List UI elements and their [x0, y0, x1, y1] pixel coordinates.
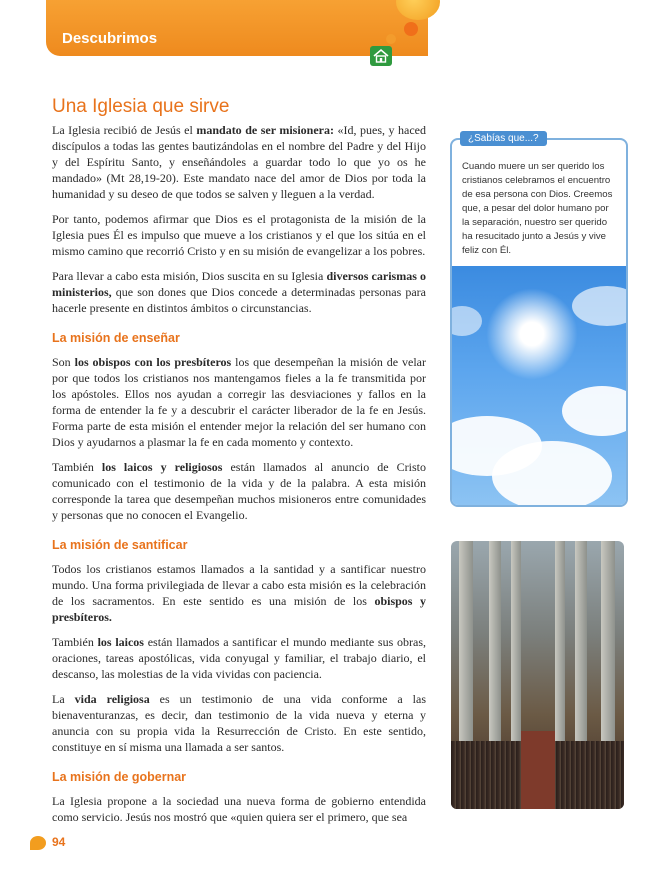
- intro-paragraph-1: La Iglesia recibió de Jesús el mandato de ser misionera: «Id, pues, y haced discípulos a todas las gentes bautizándolas en el nombre del Padre y del Hijo y del Espíritu Santo, y enseñándoles a guardar todo lo que yo os he mandado» (Mt 28,19-20). Este mandato nace del amor de Dios por toda la humanidad y su deseo de que todos se salven y lleguen a la verdad.: [52, 123, 426, 201]
- intro-paragraph-2: Por tanto, podemos afirmar que Dios es el protagonista de la misión de la Iglesia pues Él es impulso que mueve a los cristianos y el que los sitúa en el mismo camino que recorrió Cristo y en su misión de evangelizar a los pobres.: [52, 212, 426, 258]
- main-text-column: [52, 122, 426, 834]
- section-heading-santificar: La misión de santificar: [52, 538, 188, 552]
- pillar: [575, 541, 587, 741]
- decorative-orange-dot: [386, 34, 396, 44]
- pillar: [489, 541, 501, 741]
- pillar: [555, 541, 565, 741]
- section-heading-gobernar: La misión de gobernar: [52, 770, 187, 784]
- paragraph: Todos los cristianos estamos llamados a la santidad y a santificar nuestro mundo. Una forma privilegiada de llevar a cabo esta misión es la celebración de los sacramentos. En este sentido es una misión de los obispos y presbíteros.: [52, 562, 426, 624]
- decorative-orange-dot: [404, 22, 418, 36]
- cloud-image: [492, 441, 612, 505]
- section-title: Descubrimos: [62, 30, 158, 47]
- intro-paragraph-3: Para llevar a cabo esta misión, Dios suscita en su Iglesia diversos carismas o ministerios, que son dones que Dios concede a determinadas personas para hacerle presente en distintos ámbitos o circunstancias.: [52, 269, 426, 315]
- paragraph: También los laicos y religiosos están llamados al anuncio de Cristo comunicado con el testimonio de la vida y de la palabra. A esta misión corresponde la tarea que desempeñan muchos misioneros entre comunidades y personas que no conocen el Evangelio.: [52, 460, 426, 522]
- did-you-know-label: ¿Sabías que...?: [460, 131, 547, 146]
- paragraph: La Iglesia propone a la sociedad una nueva forma de gobierno entendida como servicio. Jesús nos mostró que «quien quiera ser el primero, que sea: [52, 794, 426, 824]
- cloud-image: [562, 386, 626, 436]
- cloud-image: [452, 306, 482, 336]
- cathedral-interior-photo: [451, 541, 624, 809]
- paragraph: Son los obispos con los presbíteros los que desempeñan la misión de velar por que todos los cristianos nos mantengamos fieles a la fe transmitida por los apóstoles. Ellos nos ayudan a corregir las desviaciones y fallos en la forma de entender la fe y a descubrir el carácter liberador de la fe en Jesús. Forma parte de esta misión el entender mejor la relación del ser humano con Dios y ayudarnos a plasmar la fe en cada momento y contexto.: [52, 355, 426, 449]
- page-number: 94: [52, 835, 66, 849]
- pillar: [459, 541, 473, 741]
- sun-image: [486, 288, 578, 380]
- sky-sun-image: [452, 266, 626, 505]
- home-icon[interactable]: [370, 46, 392, 66]
- did-you-know-box: [450, 138, 628, 507]
- pillar: [511, 541, 521, 741]
- section-heading-ensenar: La misión de enseñar: [52, 331, 180, 345]
- paragraph: También los laicos están llamados a santificar el mundo mediante sus obras, oraciones, tareas apostólicas, vida conyugal y familiar, el trabajo diario, el descanso, las molestias de la vida vividas con paciencia.: [52, 635, 426, 681]
- page-number-marker-icon: [30, 836, 46, 850]
- did-you-know-text: Cuando muere un ser querido los cristianos celebramos el encuentro de esa persona con Dios. Creemos que, a pesar del dolor humano por la separación, nuestro ser querido ha resucitado junto a Jesús y vive feliz con Él.: [462, 161, 613, 256]
- pillar: [601, 541, 615, 741]
- paragraph: La vida religiosa es un testimonio de una vida conforme a las bienaventuranzas, es decir, dan testimonio de la vida nueva y eterna y anuncia con su propia vida la Resurrección de Cristo. En este sentido, constituye en sí misma una llamada a ser santos.: [52, 692, 427, 754]
- page-title: Una Iglesia que sirve: [52, 96, 230, 117]
- central-aisle: [521, 731, 555, 809]
- cloud-image: [572, 286, 626, 326]
